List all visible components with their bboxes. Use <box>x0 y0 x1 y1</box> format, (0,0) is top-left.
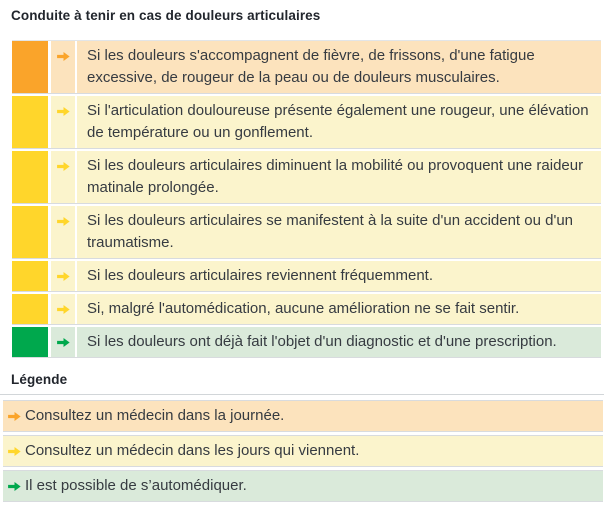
severity-color-swatch <box>12 294 48 324</box>
table-row-text: Si les douleurs articulaires diminuent la mobilité ou provoquent une raideur matinale prolongée. <box>77 151 601 203</box>
table-row <box>12 261 601 292</box>
arrow-cell <box>51 41 75 93</box>
arrow-right-icon <box>57 337 70 348</box>
conduct-table <box>12 40 601 358</box>
table-row <box>12 327 601 358</box>
severity-color-swatch <box>12 151 48 203</box>
severity-color-swatch <box>12 206 48 258</box>
table-row <box>12 41 601 94</box>
legend-item <box>3 470 603 502</box>
arrow-cell <box>51 294 75 324</box>
legend-heading: Légende <box>11 372 68 387</box>
table-row-text: Si les douleurs articulaires reviennent fréquemment. <box>77 261 601 291</box>
table-row-text: Si les douleurs s'accompagnent de fièvre, de frissons, d'une fatigue excessive, de rougeur de la peau ou de douleurs musculaires. <box>77 41 601 93</box>
severity-color-swatch <box>12 261 48 291</box>
legend-divider <box>0 394 604 395</box>
arrow-right-icon <box>57 271 70 282</box>
arrow-cell <box>51 327 75 357</box>
table-row <box>12 96 601 149</box>
arrow-cell <box>51 206 75 258</box>
legend-item <box>3 400 603 432</box>
arrow-right-icon <box>57 304 70 315</box>
table-row-text: Si les douleurs articulaires se manifestent à la suite d'un accident ou d'un traumatisme. <box>77 206 601 258</box>
arrow-right-icon <box>8 411 21 422</box>
arrow-cell <box>51 261 75 291</box>
arrow-right-icon <box>57 106 70 117</box>
severity-color-swatch <box>12 41 48 93</box>
table-row <box>12 206 601 259</box>
legend <box>11 400 603 502</box>
legend-item-text: Il est possible de s’automédiquer. <box>25 477 247 494</box>
legend-item-text: Consultez un médecin dans la journée. <box>25 407 285 424</box>
arrow-right-icon <box>57 51 70 62</box>
table-row <box>12 294 601 325</box>
arrow-right-icon <box>57 216 70 227</box>
arrow-cell <box>51 96 75 148</box>
arrow-right-icon <box>57 161 70 172</box>
page-title: Conduite à tenir en cas de douleurs articulaires <box>11 8 321 23</box>
legend-item <box>3 435 603 467</box>
table-row-text: Si les douleurs ont déjà fait l'objet d'un diagnostic et d'une prescription. <box>77 327 601 357</box>
legend-item-text: Consultez un médecin dans les jours qui viennent. <box>25 442 360 459</box>
severity-color-swatch <box>12 96 48 148</box>
arrow-right-icon <box>8 481 21 492</box>
arrow-cell <box>51 151 75 203</box>
table-row-text: Si l'articulation douloureuse présente également une rougeur, une élévation de température ou un gonflement. <box>77 96 601 148</box>
arrow-right-icon <box>8 446 21 457</box>
table-row <box>12 151 601 204</box>
severity-color-swatch <box>12 327 48 357</box>
table-row-text: Si, malgré l'automédication, aucune amélioration ne se fait sentir. <box>77 294 601 324</box>
